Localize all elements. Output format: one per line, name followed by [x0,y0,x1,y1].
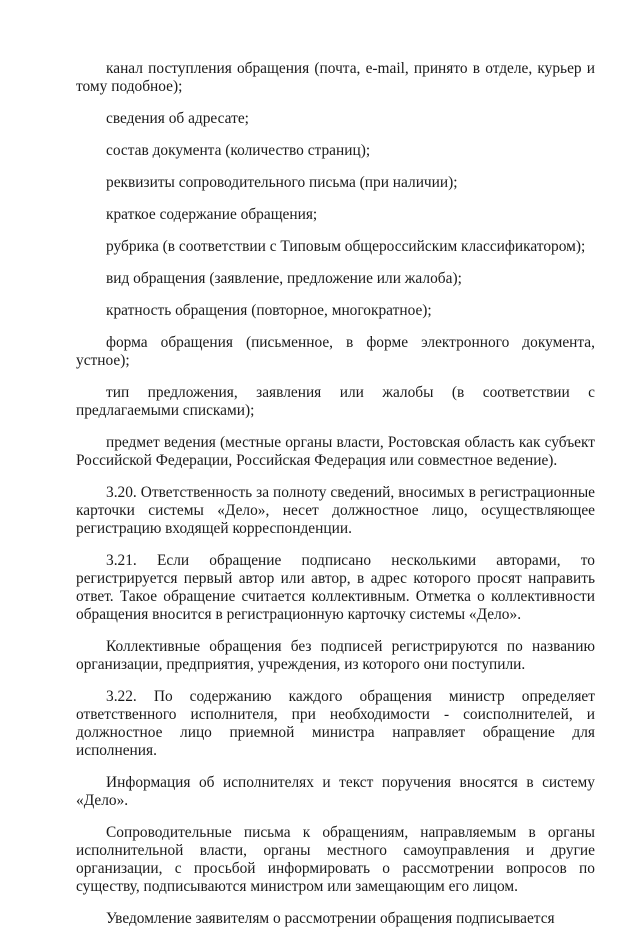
paragraph-proposal-type: тип предложения, заявления или жалобы (в соответствии с предлагаемыми списками); [76,384,595,419]
paragraph-multiplicity: кратность обращения (повторное, многократное); [106,302,432,319]
paragraph-channel: канал поступления обращения (почта, e-mail, принято в отделе, курьер и тому подобное); [76,60,595,95]
paragraph-cover-letters: Сопроводительные письма к обращениям, направляемым в органы исполнительной власти, органы местного самоуправления и другие организации, с просьбой информировать о рассмотрении вопросов по существу, подписываются министром или замещающим его лицом. [76,824,595,895]
paragraph-addressee: сведения об адресате; [106,110,249,127]
paragraph-notification: Уведомление заявителям о рассмотрении обращения подписывается [106,910,555,927]
paragraph-3-21: 3.21. Если обращение подписано несколькими авторами, то регистрируется первый автор или автор, в адрес которого просят направить ответ. Такое обращение считается коллективным. Отметка о коллективности обращения вносится в регистрационную карточку системы «Дело». [76,552,595,623]
paragraph-type: вид обращения (заявление, предложение или жалоба); [106,270,462,287]
paragraph-cover-letter: реквизиты сопроводительного письма (при наличии); [106,174,458,191]
paragraph-3-20: 3.20. Ответственность за полноту сведений, вносимых в регистрационные карточки системы «Дело», несет должностное лицо, осуществляющее регистрацию входящей корреспонденции. [76,484,595,537]
document-body [76,60,595,942]
paragraph-summary: краткое содержание обращения; [106,206,318,223]
paragraph-executors-info: Информация об исполнителях и текст поручения вносятся в систему «Дело». [76,774,595,809]
paragraph-3-22: 3.22. По содержанию каждого обращения министр определяет ответственного исполнителя, при необходимости - соисполнителей, и должностное лицо приемной министра направляет обращение для исполнения. [76,688,595,759]
paragraph-rubric: рубрика (в соответствии с Типовым общероссийским классификатором); [106,238,586,255]
paragraph-composition: состав документа (количество страниц); [106,142,371,159]
paragraph-collective: Коллективные обращения без подписей регистрируются по названию организации, предприятия, учреждения, из которого они поступили. [76,638,595,673]
paragraph-jurisdiction: предмет ведения (местные органы власти, Ростовская область как субъект Российской Федерации, Российская Федерация или совместное ведение). [76,434,595,469]
paragraph-form: форма обращения (письменное, в форме электронного документа, устное); [76,334,595,369]
